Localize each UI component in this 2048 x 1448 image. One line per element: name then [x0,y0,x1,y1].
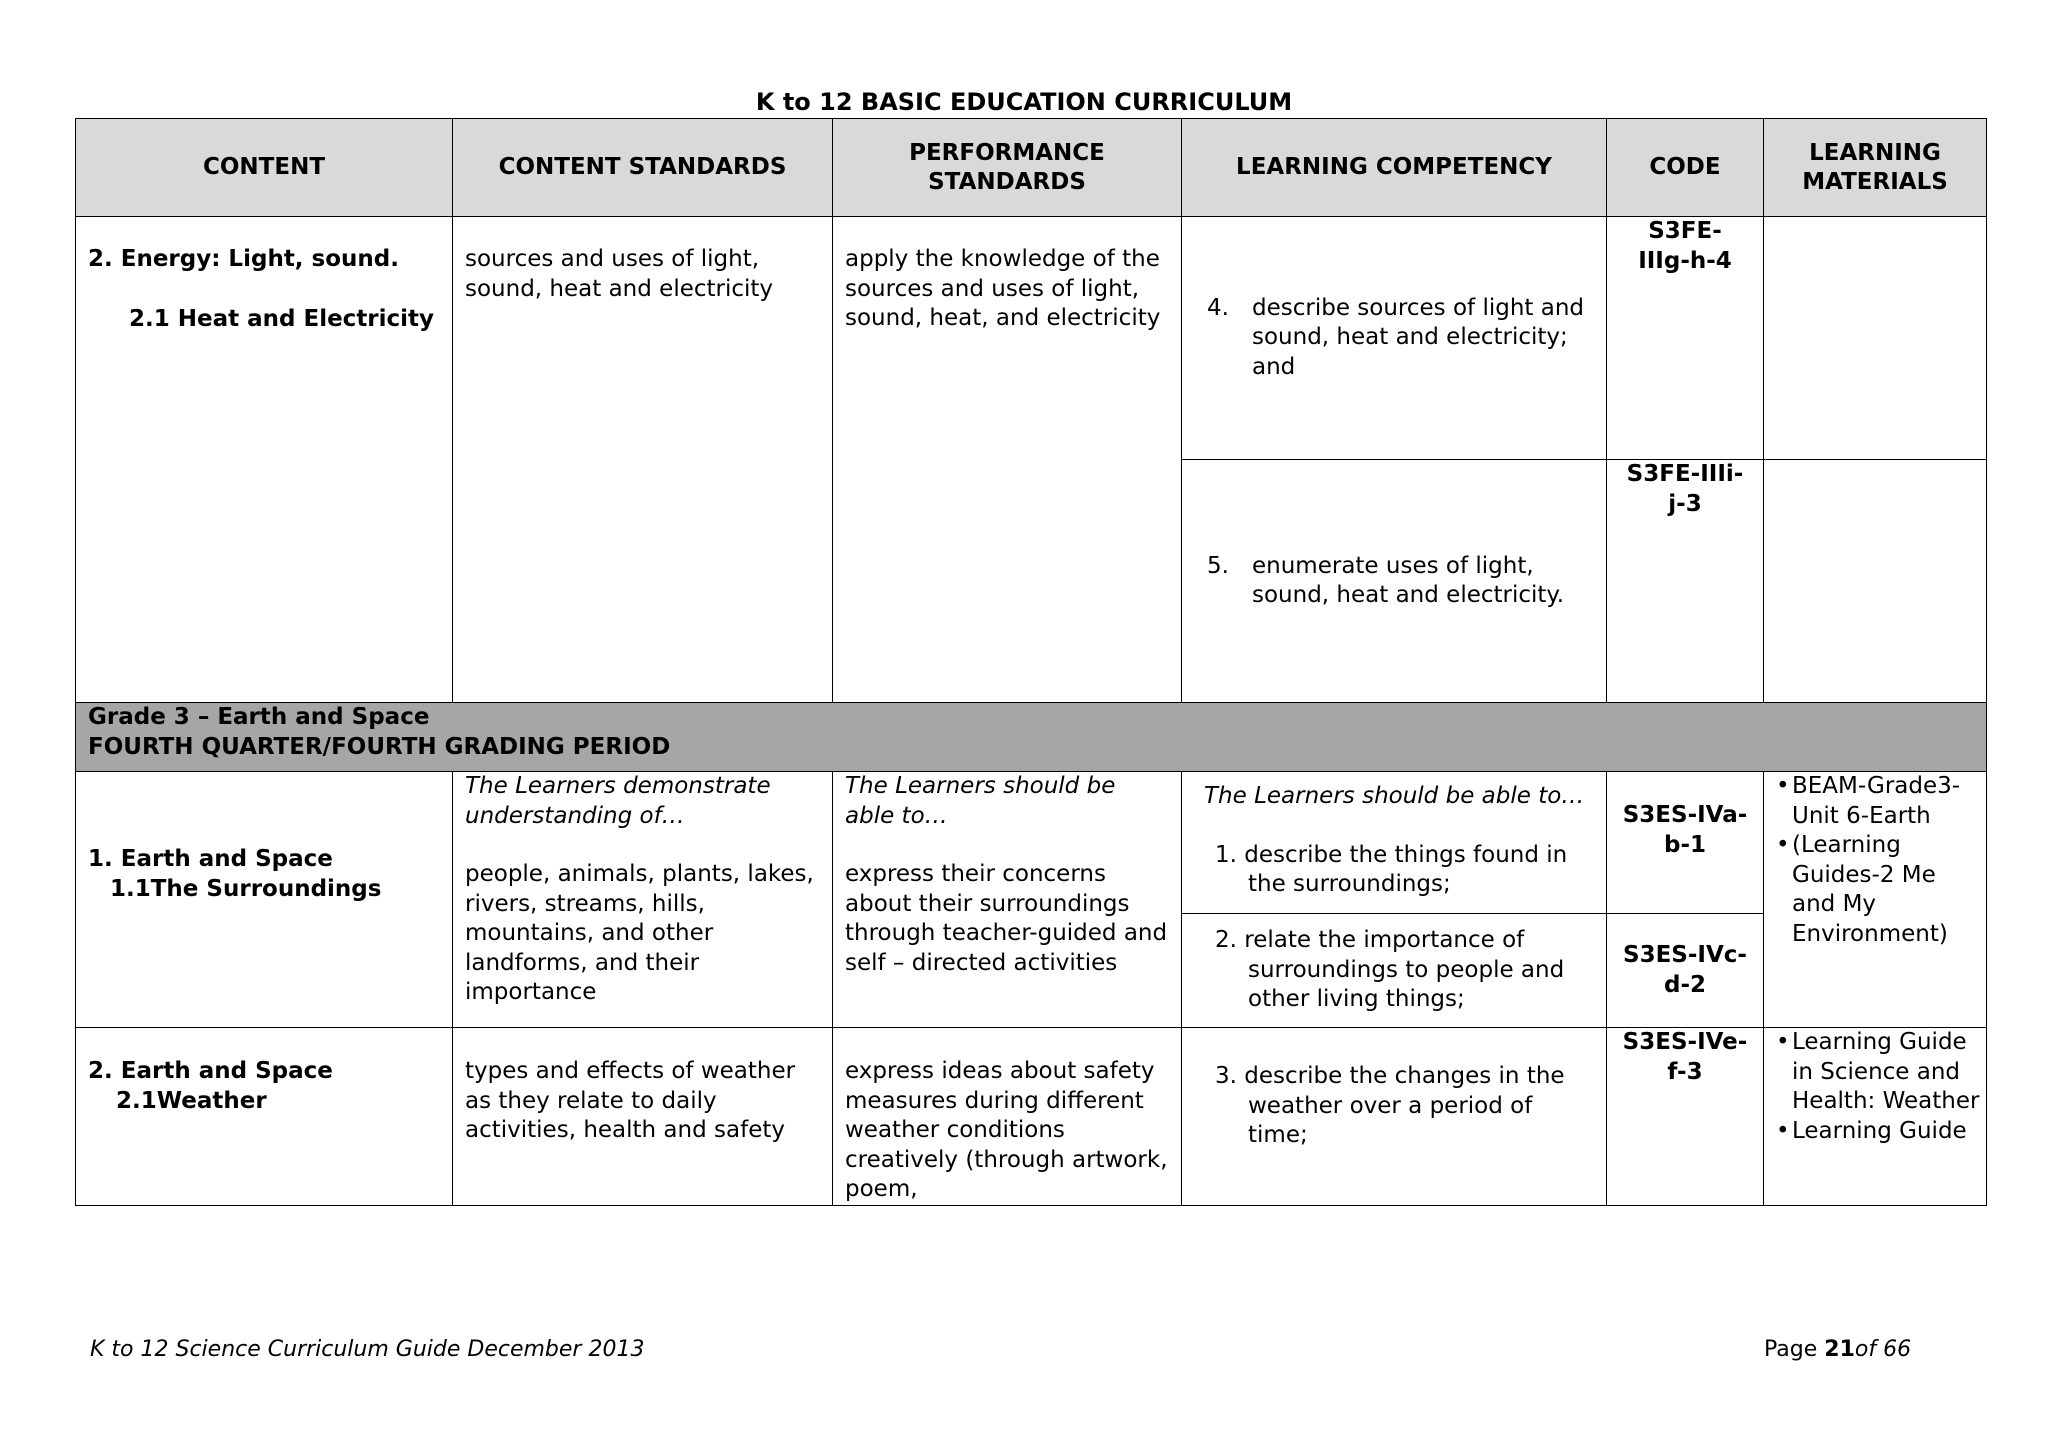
competency-intro: The Learners should be able to… [1204,783,1585,809]
surroundings-content-subtitle: 1.1The Surroundings [110,875,382,902]
materials-item: • (Learning Guides-2 Me and My Environment) [1776,831,1980,949]
competency-3-cell [1182,1028,1607,1206]
header-performance-line1: PERFORMANCE [909,139,1105,166]
content-standards-intro: The Learners demonstrate understanding of… [465,773,771,829]
grading-period-title: FOURTH QUARTER/FOURTH GRADING PERIOD [88,733,671,760]
header-performance-standards [833,119,1182,217]
energy-content-title: 2. Energy: Light, sound. [88,246,399,272]
header-code: CODE [1607,119,1764,217]
table-row [76,772,1987,914]
code-line1: S3FE-IIIi- [1626,461,1744,487]
energy-content-standards: sources and uses of light, sound, heat and electricity [453,217,833,703]
page-total: of 66 [1854,1337,1912,1362]
code-line1: S3FE- [1648,218,1722,244]
table-row [76,217,1987,460]
table-row [76,1028,1987,1206]
competency-text: 1. describe the things found in the surroundings; [1215,841,1568,897]
curriculum-table [75,118,1987,1206]
grade-band-row [76,703,1987,772]
competency-2-cell [1182,914,1607,1028]
materials-list [1776,1028,1980,1146]
code-cell [1607,1028,1764,1206]
energy-content-subtitle: 2.1 Heat and Electricity [129,305,435,332]
code-line1: S3ES-IVe- [1622,1029,1748,1055]
materials-item: • Learning Guide [1776,1117,1980,1147]
energy-performance-standards: apply the knowledge of the sources and uses of light, sound, heat, and electricity [833,217,1182,703]
code-line2: IIIg-h-4 [1638,247,1732,274]
surroundings-materials [1764,772,1987,1028]
weather-content-subtitle: 2.1Weather [116,1087,267,1114]
energy-content-cell [76,217,453,703]
header-performance-line2: STANDARDS [928,168,1086,195]
performance-text: express their concerns about their surroundings through teacher-guided and self – directed activities [845,861,1168,976]
header-materials-line2: MATERIALS [1802,168,1948,195]
weather-materials [1764,1028,1987,1206]
code-line2: b-1 [1663,831,1706,858]
materials-list [1776,772,1980,949]
code-line2: j-3 [1668,490,1702,517]
grade-band [76,703,1987,772]
surroundings-performance-standards [833,772,1182,1028]
code-cell [1607,914,1764,1028]
header-row [76,119,1987,217]
content-standards-text: people, animals, plants, lakes, rivers, streams, hills, mountains, and other landforms, and their importance [465,861,814,1005]
code-cell [1607,772,1764,914]
performance-intro: The Learners should be able to… [845,773,1116,829]
document-title: K to 12 BASIC EDUCATION CURRICULUM [755,88,1293,116]
code-line2: d-2 [1663,971,1706,998]
competency-item [1207,294,1586,383]
materials-item: • Learning Guide in Science and Health: Weather [1776,1028,1980,1117]
competency-item [1207,552,1586,611]
code-line2: f-3 [1667,1058,1703,1085]
surroundings-content-standards [453,772,833,1028]
surroundings-content-title: 1. Earth and Space [88,846,333,872]
weather-content-cell [76,1028,453,1206]
competency-5-cell [1182,460,1607,703]
header-content-standards: CONTENT STANDARDS [453,119,833,217]
page-label: Page [1764,1337,1825,1362]
competency-text: 2. relate the importance of surroundings to people and other living things; [1215,927,1565,1012]
header-materials-line1: LEARNING [1809,139,1941,166]
grade-band-title: Grade 3 – Earth and Space [88,704,430,730]
page-current: 21 [1824,1337,1855,1362]
header-learning-materials [1764,119,1987,217]
competency-text: describe sources of light and sound, heat and electricity; and [1252,294,1584,380]
page-number [1764,1337,1911,1362]
competency-number: 5. [1207,552,1229,579]
weather-performance-standards: express ideas about safety measures during different weather conditions creatively (through artwork, poem, [833,1028,1182,1206]
weather-content-standards: types and effects of weather as they relate to daily activities, health and safety [453,1028,833,1206]
header-content: CONTENT [76,119,453,217]
footer-guide-label: K to 12 Science Curriculum Guide December 2013 [90,1337,645,1362]
code-cell [1607,460,1764,703]
competency-number: 4. [1207,294,1229,321]
code-line1: S3ES-IVc- [1623,942,1747,968]
competency-1-cell [1182,772,1607,914]
weather-content-title: 2. Earth and Space [88,1058,333,1084]
competency-4-cell [1182,217,1607,460]
surroundings-content-cell [76,772,453,1028]
code-line1: S3ES-IVa- [1622,802,1748,828]
header-learning-competency: LEARNING COMPETENCY [1182,119,1607,217]
competency-text: enumerate uses of light, sound, heat and electricity. [1252,552,1565,608]
materials-item: • BEAM-Grade3-Unit 6-Earth [1776,772,1980,831]
materials-cell-empty [1764,217,1987,460]
materials-cell-empty [1764,460,1987,703]
competency-text: 3. describe the changes in the weather over a period of time; [1215,1063,1565,1149]
code-cell [1607,217,1764,460]
